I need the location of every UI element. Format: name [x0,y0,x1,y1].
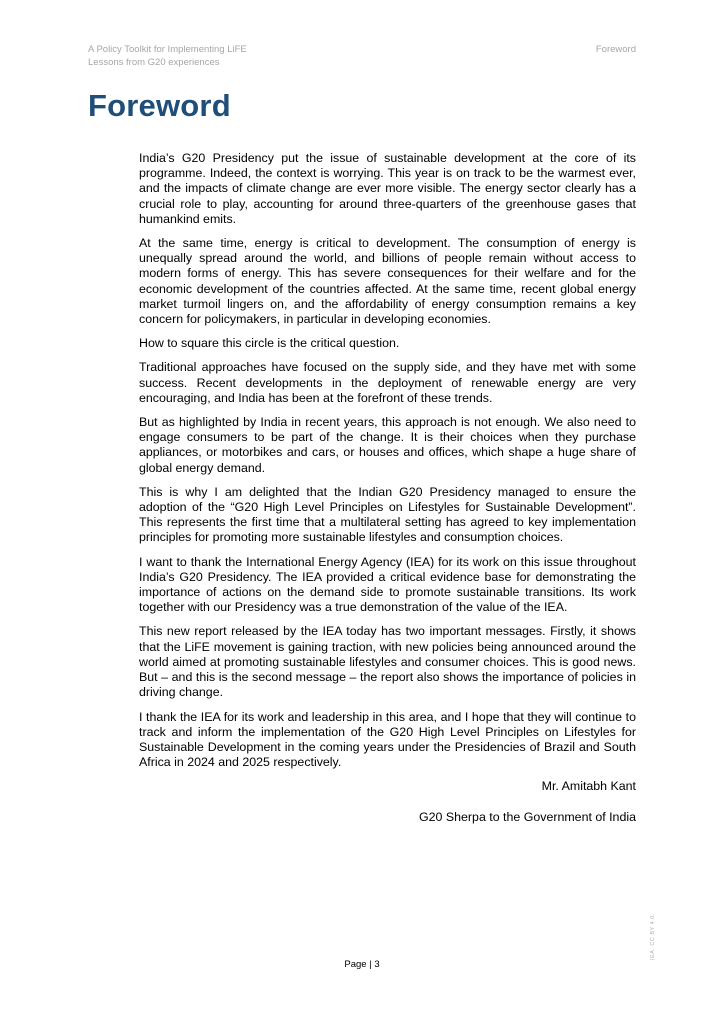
signatory-name: Mr. Amitabh Kant [541,779,636,794]
paragraph: I want to thank the International Energy Agency (IEA) for its work on this issue throughout India’s G20 Presidency. The IEA provided a critical evidence base for demonstrating the importance of actions on the demand side to promote sustainable transitions. Its work together with our Presidency was a true demonstration of the value of the IEA. [139,554,636,615]
header-section-name: Foreword [595,44,636,55]
running-header [88,43,247,69]
page-number: Page | 3 [344,959,380,970]
paragraph: India’s G20 Presidency put the issue of sustainable development at the core of its programme. Indeed, the context is worrying. This year is on track to be the warmest ever, and the impacts of climate change are ever more visible. The energy sector clearly has a crucial role to play, accounting for around three-quarters of the greenhouse gases that humankind emits. [139,151,636,226]
paragraph: But as highlighted by India in recent years, this approach is not enough. We also need to engage consumers to be part of the change. It is their choices when they purchase appliances, or motorbikes and cars, or houses and offices, which shape a huge share of global energy demand. [139,415,636,475]
header-report-title: A Policy Toolkit for Implementing LiFE [88,44,247,55]
paragraph: At the same time, energy is critical to development. The consumption of energy is unequally spread around the world, and billions of people remain without access to modern forms of energy. This has severe consequences for their welfare and for the economic development of the countries affected. At the same time, recent global energy market turmoil lingers on, and the affordability of energy consumption remains a key concern for policymakers, in particular in developing economies. [139,236,636,327]
page-title: Foreword [88,88,231,123]
signatory-role: G20 Sherpa to the Government of India [419,809,636,824]
license-watermark: IEA. CC BY 4.0. [650,913,656,960]
paragraph: Traditional approaches have focused on the supply side, and they have met with some success. Recent developments in the deployment of renewable energy are very encouraging, and India has been at the forefront of these trends. [139,360,636,405]
paragraph: I thank the IEA for its work and leadership in this area, and I hope that they will continue to track and inform the implementation of the G20 High Level Principles on Lifestyles for Sustainable Development in the coming years under the Presidencies of Brazil and South Africa in 2024 and 2025 respectively. [139,709,636,770]
paragraph: This is why I am delighted that the Indian G20 Presidency managed to ensure the adoption of the “G20 High Level Principles on Lifestyles for Sustainable Development”. This represents the first time that a multilateral setting has agreed to key implementation principles for promoting more sustainable lifestyles and consumption choices. [139,484,636,545]
foreword-body [139,151,636,840]
paragraph: This new report released by the IEA today has two important messages. Firstly, it shows that the LiFE movement is gaining traction, with new policies being announced around the world aimed at promoting sustainable lifestyles and consumer choices. This is good news. But – and this is the second message – the report also shows the importance of policies in driving change. [139,624,636,700]
paragraph: How to square this circle is the critical question. [139,336,400,351]
header-report-subtitle: Lessons from G20 experiences [88,57,220,68]
